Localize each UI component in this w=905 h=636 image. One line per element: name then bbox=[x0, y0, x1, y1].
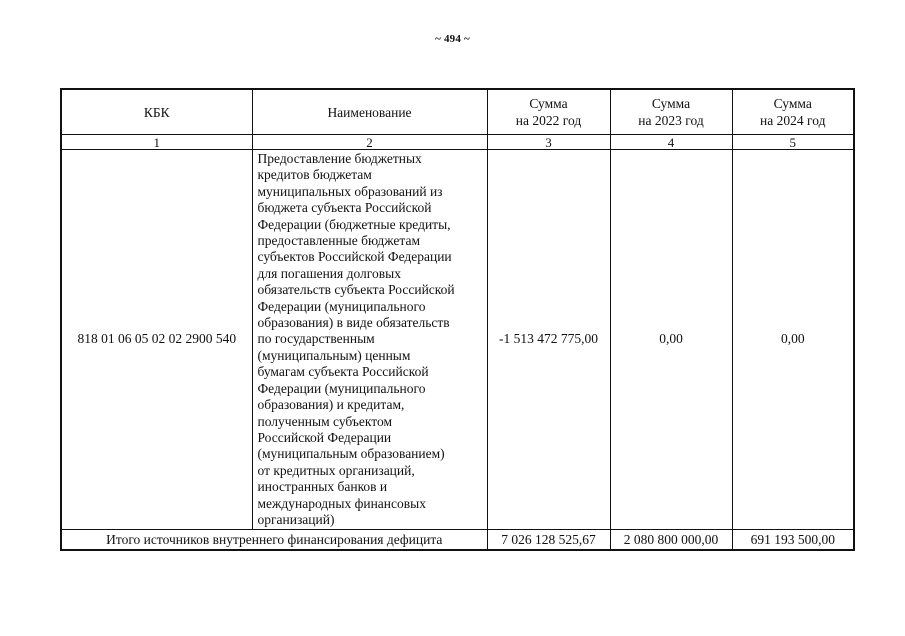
column-number: 5 bbox=[732, 135, 854, 150]
table-row bbox=[61, 150, 854, 530]
sum-2022: -1 513 472 775,00 bbox=[487, 150, 610, 530]
item-name bbox=[252, 150, 487, 530]
header-sum-2022-text: Сумма на 2022 год bbox=[515, 96, 582, 128]
column-number-row bbox=[61, 135, 854, 150]
total-row bbox=[61, 530, 854, 551]
total-sum-2023: 2 080 800 000,00 bbox=[610, 530, 732, 551]
header-sum-2023-text: Сумма на 2023 год bbox=[638, 96, 704, 128]
sum-2024: 0,00 bbox=[732, 150, 854, 530]
header-sum-2024-text: Сумма на 2024 год bbox=[760, 96, 826, 128]
column-number: 4 bbox=[610, 135, 732, 150]
header-name: Наименование bbox=[252, 89, 487, 135]
table-header-row bbox=[61, 89, 854, 135]
header-sum-2023 bbox=[610, 89, 732, 135]
total-label: Итого источников внутреннего финансирования дефицита bbox=[61, 530, 487, 551]
kbk-code: 818 01 06 05 02 02 2900 540 bbox=[61, 150, 252, 530]
financing-sources-table bbox=[60, 88, 855, 551]
sum-2023: 0,00 bbox=[610, 150, 732, 530]
item-name-text: Предоставление бюджетных кредитов бюджетам муниципальных образований из бюджета субъекта Российской Федерации (бюджетные кредиты, предоставленные бюджетам субъектов Российской Федерации для погашения долговых обязательств субъекта Российской Федерации (муниципального образования) в виде обязательств по государственным (муниципальным) ценным бумагам субъекта Российской Федерации (муниципального образования) и кредитам, полученным субъектом Российской Федерации (муниципальным образованием) от кредитных организаций, иностранных банков и международных финансовых организаций) bbox=[257, 151, 455, 527]
column-number: 2 bbox=[252, 135, 487, 150]
column-number: 1 bbox=[61, 135, 252, 150]
header-kbk: КБК bbox=[61, 89, 252, 135]
total-sum-2022: 7 026 128 525,67 bbox=[487, 530, 610, 551]
total-sum-2024: 691 193 500,00 bbox=[732, 530, 854, 551]
header-sum-2022 bbox=[487, 89, 610, 135]
page-number: ~ 494 ~ bbox=[435, 33, 470, 45]
header-sum-2024 bbox=[732, 89, 854, 135]
column-number: 3 bbox=[487, 135, 610, 150]
